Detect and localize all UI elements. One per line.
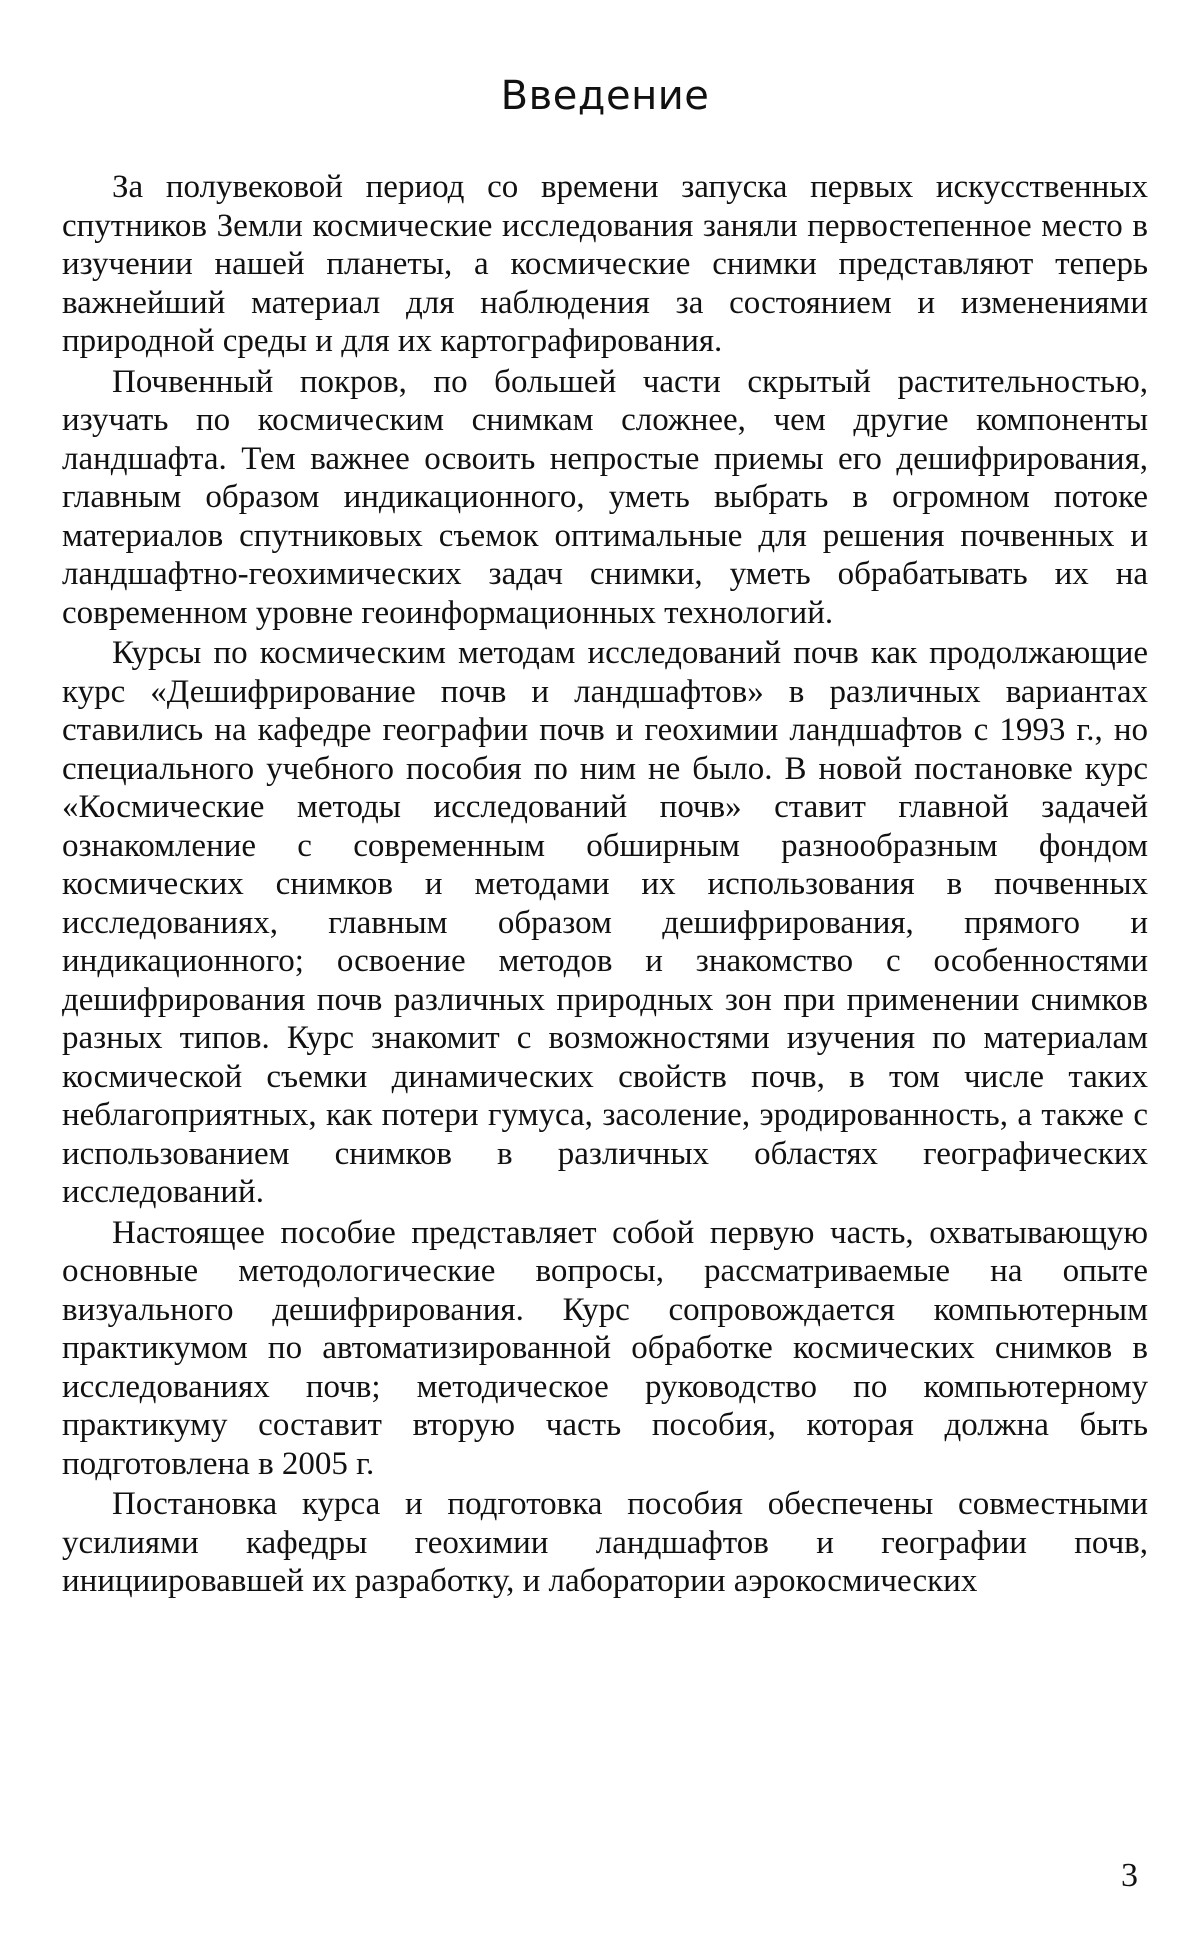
paragraph-2: Почвенный покров, по большей части скрытый растительностью, изучать по космическим снимкам сложнее, чем другие компоненты ландшафта. Тем важнее освоить непростые приемы его дешифрирования, главным образом индикационного, уметь выбрать в огромном потоке материалов спутниковых съемок оптимальные для решения почвенных и ландшафтно-геохимических задач снимки, уметь обрабатывать их на современном уровне геоинформационных технологий. (62, 363, 1148, 631)
paragraph-5: Постановка курса и подготовка пособия обеспечены совместными усилиями кафедры геохимии ландшафтов и географии почв, инициировавшей их разработку, и лаборатории аэрокосмических (62, 1486, 1148, 1599)
paragraph-4: Настоящее пособие представляет собой первую часть, охватывающую основные методологические вопросы, рассматриваемые на опыте визуального дешифрирования. Курс сопровождается компьютерным практикумом по автоматизированной обработке космических снимков в исследованиях почв; методическое руководство по компьютерному практикуму составит вторую часть пособия, которая должна быть подготовлена в 2005 г. (62, 1214, 1148, 1482)
paragraph-3: Курсы по космическим методам исследований почв как продолжающие курс «Дешифрирование почв и ландшафтов» в различных вариантах ставились на кафедре географии почв и геохимии ландшафтов с 1993 г., но специального учебного пособия по ним не было. В новой постановке курс «Космические методы исследований почв» ставит главной задачей ознакомление с современным обширным разнообразным фондом космических снимков и методами их использования в почвенных исследованиях, главным образом дешифрирования, прямого и индикационного; освоение методов и знакомство с особенностями дешифрирования почв различных природных зон при применении снимков разных типов. Курс знакомит с возможностями изучения по материалам космической съемки динамических свойств почв, в том числе таких неблагоприятных, как потери гумуса, засоление, эродированность, а также с использованием снимков в различных областях географических исследований. (62, 635, 1148, 1210)
chapter-title: Введение (500, 73, 710, 119)
book-page (62, 0, 1148, 1937)
paragraph-1: За полувековой период со времени запуска первых искусственных спутников Земли космические исследования заняли первостепенное место в изучении нашей планеты, а космические снимки представляют теперь важнейший материал для наблюдения за состоянием и изменениями природной среды и для их картографирования. (62, 169, 1148, 359)
body-text (62, 168, 1148, 1603)
page-number: 3 (1121, 1857, 1138, 1894)
